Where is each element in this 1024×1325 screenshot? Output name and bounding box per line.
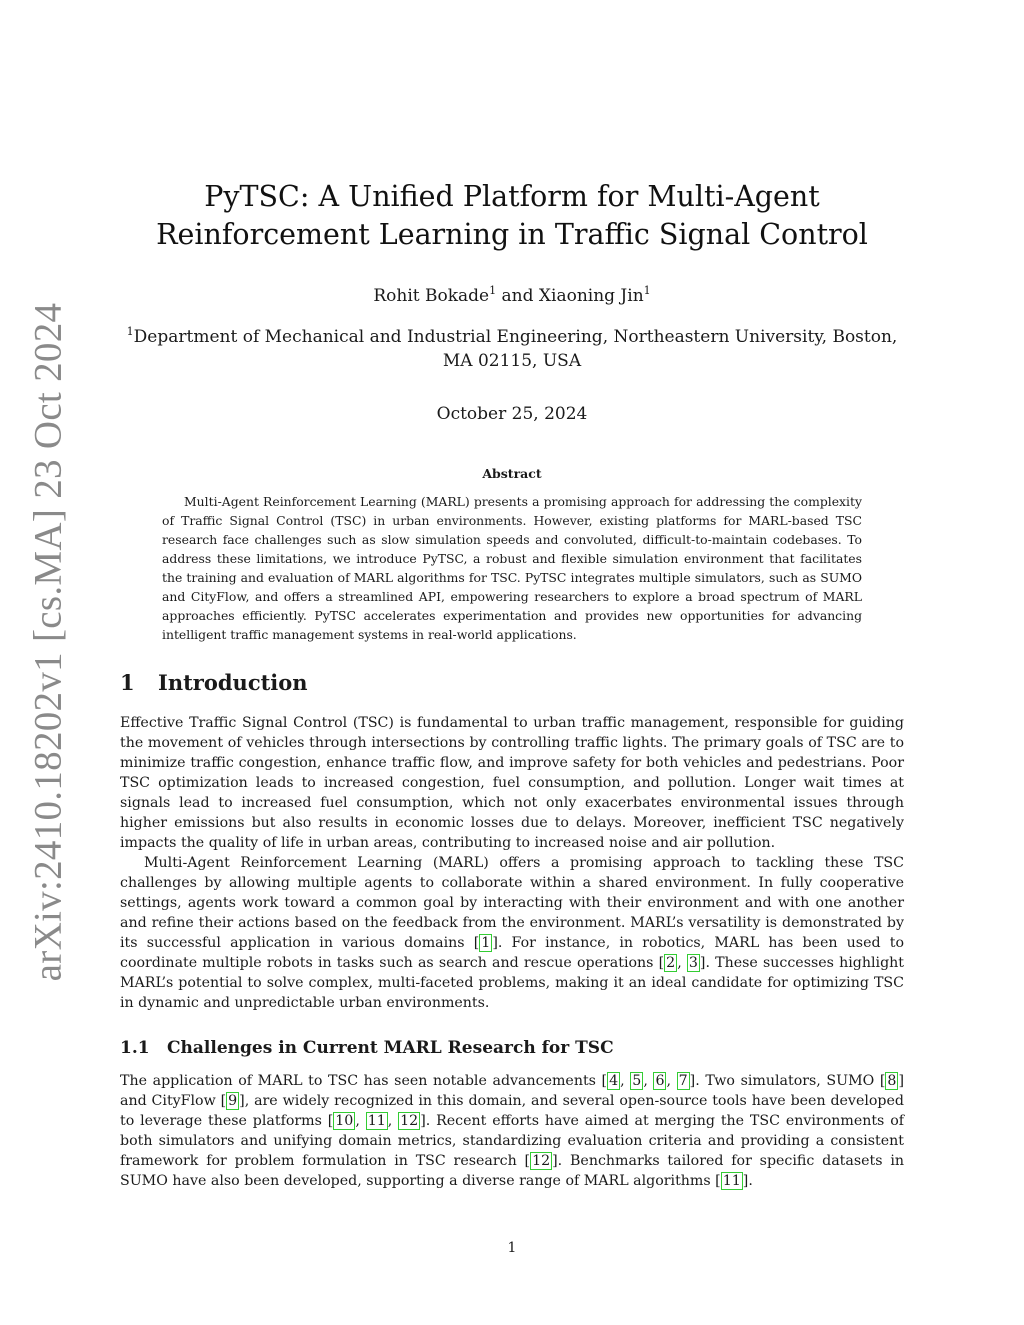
text-run: ]. Benchmarks tailored for specific datasets in SUMO have also been developed, supporting a diverse range of MARL algorithms [ xyxy=(120,1153,904,1189)
section-title: Introduction xyxy=(158,670,308,695)
affiliation-text: Department of Mechanical and Industrial Engineering, Northeastern University, Boston, MA 02115, USA xyxy=(133,327,898,371)
citation-link[interactable]: 2 xyxy=(666,955,676,971)
text-run: ] and CityFlow [ xyxy=(120,1073,904,1109)
paper-date: October 25, 2024 xyxy=(436,404,588,424)
text-run: , xyxy=(355,1113,366,1129)
citation-link[interactable]: 5 xyxy=(632,1073,642,1089)
citation-link[interactable]: 11 xyxy=(722,1173,741,1189)
paragraph xyxy=(120,853,904,1013)
affiliation-mark: 1 xyxy=(643,284,651,297)
author-name: Xiaoning Jin xyxy=(538,286,644,306)
citation-link[interactable]: 8 xyxy=(887,1073,897,1089)
text-run: , xyxy=(620,1073,631,1089)
section-heading xyxy=(120,670,308,695)
text-run: ], are widely recognized in this domain, and several open-source tools have been developed to leverage these platforms [ xyxy=(120,1093,904,1129)
abstract-heading: Abstract xyxy=(482,466,542,481)
text-run: ]. For instance, in robotics, MARL has been used to coordinate multiple robots in tasks such as search and rescue operations [ xyxy=(120,935,904,971)
section-number: 1 xyxy=(120,670,135,695)
paragraph: Effective Traffic Signal Control (TSC) is fundamental to urban traffic management, responsible for guiding the movement of vehicles through intersections by controlling traffic lights. The primary goals of TSC are to minimize traffic congestion, enhance traffic flow, and improve safety for both vehicles and pedestrians. Poor TSC optimization leads to increased congestion, fuel consumption, and pollution. Longer wait times at signals lead to increased fuel consumption, which not only exacerbates environmental issues through higher emissions but also results in economic losses due to delays. Moreover, inefficient TSC negatively impacts the quality of life in urban areas, contributing to increased noise and air pollution. xyxy=(120,715,904,851)
page-number: 1 xyxy=(507,1240,517,1256)
text-run: ]. Two simulators, SUMO [ xyxy=(689,1073,886,1089)
text-run: Multi-Agent Reinforcement Learning (MARL) offers a promising approach to tackling these TSC challenges by allowing multiple agents to collaborate within a shared environment. In fully cooperative settings, agents work toward a common goal by interacting with their environment and with one another and refine their actions based on the feedback from the environment. MARL’s versatility is demonstrated by its successful application in various domains [ xyxy=(120,855,904,951)
citation-link[interactable]: 3 xyxy=(688,955,698,971)
citation-link[interactable]: 1 xyxy=(481,935,491,951)
citation-link[interactable]: 12 xyxy=(400,1113,419,1129)
abstract-body: Multi-Agent Reinforcement Learning (MARL) presents a promising approach for addressing the complexity of Traffic Signal Control (TSC) in urban environments. However, existing platforms for MARL-based TSC research face challenges such as slow simulation speeds and convoluted, difficult-to-maintain codebases. To address these limitations, we introduce PyTSC, a robust and flexible simulation environment that facilitates the training and evaluation of MARL algorithms for TSC. PyTSC integrates multiple simulators, such as SUMO and CityFlow, and offers a streamlined API, empowering researchers to explore a broad spectrum of MARL approaches efficiently. PyTSC accelerates experimentation and provides new opportunities for advancing intelligent traffic management systems in real-world applications. xyxy=(162,494,862,642)
citation-link[interactable]: 7 xyxy=(678,1073,688,1089)
text-run: , xyxy=(666,1073,677,1089)
affiliation xyxy=(110,325,914,373)
text-run: ]. Recent efforts have aimed at merging the TSC environments of both simulators and unifying domain metrics, standardizing evaluation criteria and providing a consistent framework for problem formulation in TSC research [ xyxy=(120,1113,904,1169)
citation-link[interactable]: 6 xyxy=(655,1073,665,1089)
arxiv-stamp: arXiv:2410.18202v1 [cs.MA] 23 Oct 2024 xyxy=(26,302,70,982)
text-run: , xyxy=(643,1073,654,1089)
subsection-number: 1.1 xyxy=(120,1038,150,1058)
text-run: , xyxy=(677,955,687,971)
text-run: , xyxy=(387,1113,399,1129)
citation-link[interactable]: 4 xyxy=(609,1073,619,1089)
citation-link[interactable]: 9 xyxy=(228,1093,238,1109)
text-run: ]. These successes highlight MARL’s potential to solve complex, multi-faceted problems, making it an ideal candidate for optimizing TSC in dynamic and unpredictable urban environments. xyxy=(120,955,904,1011)
paper-title: PyTSC: A Unified Platform for Multi-Agent Reinforcement Learning in Traffic Signal Control xyxy=(156,180,868,251)
subsection-title: Challenges in Current MARL Research for TSC xyxy=(167,1038,614,1058)
text-run: The application of MARL to TSC has seen notable advancements [ xyxy=(120,1073,608,1089)
text-run: ]. xyxy=(742,1173,753,1189)
affiliation-mark: 1 xyxy=(489,284,497,297)
citation-link[interactable]: 12 xyxy=(532,1153,551,1169)
citation-link[interactable]: 10 xyxy=(335,1113,354,1129)
paragraph xyxy=(120,1071,904,1191)
authors xyxy=(110,284,914,308)
authors-joiner: and xyxy=(496,286,539,306)
affiliation-mark: 1 xyxy=(126,325,134,338)
subsection-heading xyxy=(120,1038,614,1058)
citation-link[interactable]: 11 xyxy=(367,1113,386,1129)
author-name: Rohit Bokade xyxy=(373,286,490,306)
